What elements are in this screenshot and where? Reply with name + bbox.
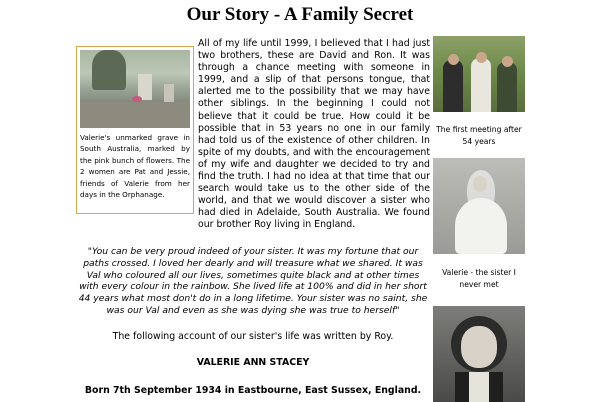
grave-photo (80, 50, 190, 128)
first-meeting-caption: The first meeting after 54 years (436, 125, 522, 146)
first-meeting-photo (433, 36, 525, 112)
valerie-caption: Valerie - the sister I never met (442, 268, 516, 289)
page-title: Our Story - A Family Secret (186, 4, 414, 25)
subject-name: VALERIE ANN STACEY (196, 357, 310, 368)
valerie-wedding-photo (433, 158, 525, 254)
grave-photo-box (76, 46, 194, 214)
account-intro: The following account of our sister's life was written by Roy. (112, 331, 394, 342)
grave-caption: Valerie's unmarked grave in South Australia, marked by the pink bunch of flowers. The 2 women are Pat and Jessie, friends of Valerie from her days in the Orphanage. (80, 133, 190, 200)
birth-line: Born 7th September 1934 in Eastbourne, East Sussex, England. (84, 385, 422, 396)
valerie-childhood-photo (433, 306, 525, 402)
intro-paragraph: All of my life until 1999, I believed that I had just two brothers, these are David and Ron. It was through a chance meeting with someone in 1999, and a slip of that persons tongue, that alerted me to the possibility that we may have other siblings. In the beginning I could not believe that it could be true. How could it be possible that in 53 years no one in our family had told us of the existence of other children. In spite of my doubts, and with the encouragement of my wife and daughter we decided to try and find the truth. I had no idea at that time that our search would take us to the other side of the world, and that we would discover a sister who had died in Adelaide, South Australia. We found our brother Roy living in England. (198, 38, 430, 231)
tribute-quote: "You can be very proud indeed of your sister. It was my fortune that our paths crossed. I loved her dearly and will treasure what we shared. It was Val who coloured all our lives, sometimes quite black and at other times with every colour in the rainbow. She lived life at 100% and did in her short 44 years what most don't do in a long lifetime. Your sister was no saint, she was our Val and even as she was dying she was true to herself" (78, 246, 428, 316)
